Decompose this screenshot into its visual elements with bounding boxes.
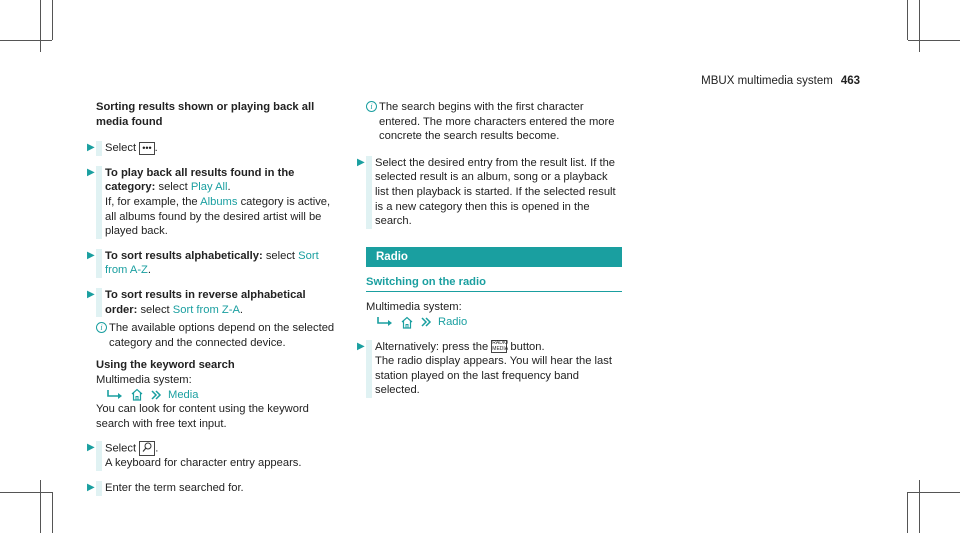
menu-path-radio (366, 315, 622, 330)
triangle-arrow-icon: ▶ (87, 481, 95, 493)
step-select-more (87, 141, 336, 156)
step-text: select (140, 303, 170, 316)
triangle-arrow-icon: ▶ (87, 166, 95, 178)
sort-a-z-link[interactable]: Sort from A-Z (105, 249, 319, 277)
crop-mark (40, 480, 41, 533)
crop-mark (0, 40, 52, 41)
step-press-radio (357, 340, 622, 398)
multimedia-label: Multimedia system: (96, 373, 192, 386)
step-suffix: . (239, 303, 244, 316)
crop-mark (919, 0, 920, 52)
hook-arrow-icon (106, 389, 124, 401)
step-suffix: . (147, 264, 151, 277)
crop-mark (907, 492, 908, 533)
step-text: category is active, all albums found by the desired artist will be played back. (105, 195, 331, 238)
radio-media-button[interactable]: RADIO MEDIA (492, 340, 509, 352)
double-chevron-icon (150, 389, 162, 401)
triangle-arrow-icon: ▶ (87, 288, 95, 300)
step-bold: To sort results alphabetically: (105, 249, 263, 262)
step-text: Enter the term searched for. (105, 481, 244, 494)
info-circle-icon: i (366, 101, 377, 112)
hook-arrow-icon (376, 316, 394, 328)
step-text: Select the desired entry from the result list. If the selected result is an album, song or a playback list then playback is started. If the selected result is a new category then this is opened in the search. (375, 156, 616, 228)
menu-path-media (96, 388, 336, 403)
note-text: The search begins with the first character entered. The more characters entered the more concrete the search results become. (379, 101, 615, 143)
step-select-entry (357, 156, 622, 229)
search-key[interactable] (139, 441, 155, 456)
step-text: If, for example, the (105, 195, 198, 208)
step-bold: To play back all results found in the category: (105, 166, 295, 194)
multimedia-label: Multimedia system: (366, 301, 462, 314)
radio-banner: Radio (366, 247, 622, 267)
triangle-arrow-icon: ▶ (87, 249, 95, 261)
step-text: button. (510, 340, 545, 353)
note-text: The available options depend on the selected category and the connected device. (109, 322, 335, 349)
double-chevron-icon (420, 316, 432, 328)
step-suffix: . (155, 442, 159, 455)
crop-mark (908, 40, 960, 41)
step-text: Select (105, 142, 137, 155)
crop-mark (52, 0, 53, 40)
page-number: 463 (840, 75, 860, 87)
step-text: The radio display appears. You will hear the last station played on the last frequency band selected. (375, 355, 612, 397)
step-sort-z-a (87, 288, 336, 317)
triangle-arrow-icon: ▶ (357, 156, 365, 168)
magnifier-icon (142, 442, 152, 452)
left-column (87, 100, 336, 496)
crop-mark (919, 480, 920, 533)
step-suffix: . (227, 181, 231, 194)
home-icon[interactable] (130, 388, 144, 401)
step-bold: To sort results in reverse alphabetical order: (105, 288, 306, 316)
keyword-body: You can look for content using the keyword search with free text input. (96, 403, 309, 430)
crop-mark (52, 492, 53, 533)
media-link[interactable]: Media (168, 388, 199, 401)
step-text: Alternatively: press the (375, 340, 489, 353)
step-play-all (87, 166, 336, 239)
play-all-link[interactable]: Play All (190, 181, 228, 194)
step-suffix: . (154, 142, 158, 155)
triangle-arrow-icon: ▶ (357, 340, 365, 352)
keyword-heading: Using the keyword search (96, 359, 235, 372)
radio-link[interactable]: Radio (438, 315, 468, 328)
home-icon[interactable] (400, 316, 414, 329)
page-header (701, 74, 860, 89)
crop-mark (0, 492, 52, 493)
crop-mark (40, 0, 41, 52)
info-circle-icon: i (96, 322, 107, 333)
step-text: select (158, 181, 188, 194)
step-select-search (87, 441, 336, 471)
switching-heading: Switching on the radio (366, 275, 622, 293)
albums-link[interactable]: Albums (200, 195, 238, 208)
right-column (357, 100, 622, 398)
step-text: Select (105, 442, 137, 455)
step-enter-term (87, 481, 336, 496)
step-text: A keyboard for character entry appears. (105, 457, 302, 470)
crop-mark (908, 492, 960, 493)
step-text: select (265, 249, 296, 262)
triangle-arrow-icon: ▶ (87, 442, 95, 454)
section-title: MBUX multimedia system (701, 75, 833, 87)
note-available-options (96, 321, 336, 350)
sort-z-a-link[interactable]: Sort from Z-A (172, 303, 240, 316)
more-options-key: ••• (139, 142, 154, 155)
step-sort-a-z (87, 249, 336, 278)
sorting-heading: Sorting results shown or playing back all media found (96, 101, 315, 128)
crop-mark (907, 0, 908, 40)
note-search-begins (366, 100, 622, 144)
triangle-arrow-icon: ▶ (87, 142, 95, 154)
